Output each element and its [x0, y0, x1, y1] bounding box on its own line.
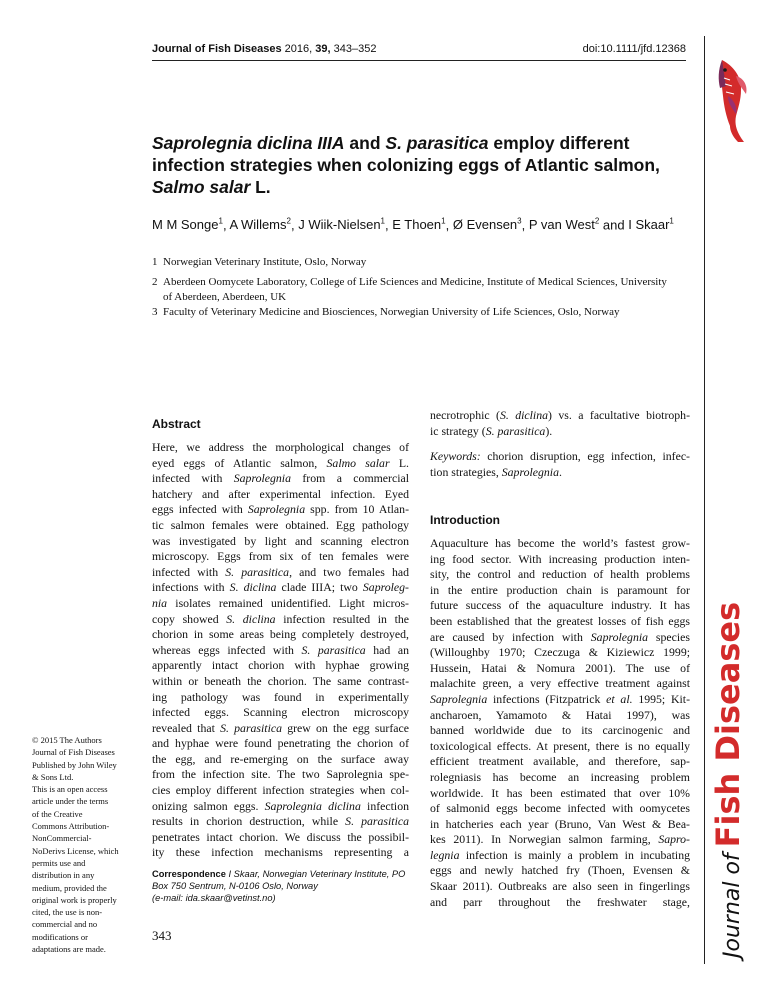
author: [529, 217, 599, 232]
text-line: malachite green, a very effective treatment against: [430, 676, 690, 691]
author-name: A Willems: [229, 217, 287, 233]
author-affiliation-marker: 3: [517, 217, 522, 226]
journal-of-label: Journal of: [720, 853, 745, 958]
text-line: results in chorion destruction, while S. parasitica: [152, 814, 409, 829]
running-header-citation: [152, 43, 376, 55]
introduction-text: [430, 536, 690, 910]
text-line: infections with S. diclina clade IIIA; two Saproleg-: [152, 580, 409, 595]
text-line: chorion in some areas being completely destroyed,: [152, 627, 409, 642]
text-line: of salmonid eggs become infected with oomycetes: [430, 801, 690, 816]
journal-name: Journal of Fish Diseases: [152, 43, 282, 55]
license-line: © 2015 The Authors: [32, 735, 102, 745]
affiliation: [152, 275, 672, 305]
abstract-continuation: [430, 408, 690, 439]
text-line: microscopy. Eggs from six of ten females were: [152, 549, 409, 564]
text-line: future success of the aquaculture industry. It has: [430, 598, 690, 613]
affiliation-line: [152, 305, 672, 320]
correspondence-line: Correspondence I Skaar, Norwegian Veterinary Institute, PO: [152, 869, 406, 879]
text-line: Hussein, Hatai & Nomura 2001). The use of: [430, 660, 690, 675]
text-line: cies employ different infection strategies when col-: [152, 783, 409, 798]
sidebar-rule: [704, 36, 705, 964]
correspondence-line: (e-mail: ida.skaar@vetinst.no): [152, 893, 276, 904]
title-segment: S. parasitica: [385, 133, 489, 153]
author-name: I Skaar: [628, 217, 670, 233]
correspondence-block: [152, 868, 414, 905]
correspondence-label: Correspondence: [152, 869, 226, 879]
author: [453, 217, 522, 232]
text-line: and parr throughout the freshwater stage,: [430, 894, 690, 909]
text-line: infected with Saprolegnia from a commercial: [152, 471, 409, 486]
text-line: ing food sector. With increasing production inten-: [430, 551, 690, 566]
text-line: sity, the control and reduction of health problems: [430, 567, 690, 582]
text-line: apparently intact chorion with hyphae growing: [152, 658, 409, 673]
affiliation: [152, 305, 672, 320]
license-line: medium, provided the: [32, 882, 107, 893]
journal-volume: 39,: [315, 43, 331, 55]
article-title: [152, 132, 692, 198]
text-line: infected eggs. Scanning electron microscopy: [152, 705, 409, 720]
correspondence-line: Box 750 Sentrum, N-0106 Oslo, Norway: [152, 881, 318, 892]
license-line: permits use and: [32, 857, 86, 868]
license-line: & Sons Ltd.: [32, 771, 74, 782]
license-line: Journal of Fish Diseases: [32, 747, 115, 758]
text-line: banned worldwide due to its carcinogenic and: [430, 723, 690, 738]
license-line: modifications or: [32, 931, 88, 942]
license-line: article under the terms: [32, 796, 109, 807]
affiliation-number: 2: [152, 276, 158, 288]
text-line: in hatcheries each year (Bruno, Van West & Bea-: [430, 816, 690, 831]
affiliation-line: of Aberdeen, Aberdeen, UK: [163, 291, 287, 303]
author: [628, 217, 674, 232]
author-affiliation-marker: 2: [594, 217, 600, 226]
text-line: tic salmon females were obtained. Egg pathology: [152, 517, 409, 532]
text-line: legnia infection is mainly a problem in incubating: [430, 847, 690, 862]
text-line: within or beneath the chorion. The same contrast-: [152, 673, 409, 688]
affiliation-text: Aberdeen Oomycete Laboratory, College of Life Sciences and Medicine, Institute of Medical Sciences, University: [163, 276, 667, 288]
author-name: P van West: [528, 217, 595, 233]
fish-diseases-label: Fish Diseases: [709, 601, 747, 848]
header-rule: [152, 60, 686, 61]
journal-year: 2016,: [284, 43, 313, 55]
text-line: rolegniasis has become an increasing problem: [430, 769, 690, 784]
text-line: kes 2011). In Norwegian salmon farming, Sapro-: [430, 832, 690, 847]
license-line: Commons Attribution-: [32, 821, 110, 832]
author-name: E Thoen: [392, 217, 442, 233]
text-line: hatchery and after experimental infection. Eyed: [152, 486, 409, 501]
text-line: eyed eggs of Atlantic salmon, Salmo salar L.: [152, 455, 410, 470]
license-line: of the Creative: [32, 808, 83, 819]
journal-pages: 343–352: [333, 43, 377, 55]
doi-link[interactable]: doi:10.1111/jfd.12368: [582, 43, 686, 55]
text-line: Saprolegnia infections (Fitzpatrick et al. 1995; Kit-: [430, 691, 690, 706]
text-line: eggs and newly hatched fry (Thoen, Evensen &: [430, 863, 690, 878]
affiliation-text: Norwegian Veterinary Institute, Oslo, Norway: [163, 256, 367, 268]
author: [152, 217, 223, 232]
text-line: efficient treatment available, and therefore, sap-: [430, 754, 690, 769]
text-line: ancharoen, Yamamoto & Hatai 1997), was: [430, 707, 690, 722]
affiliation-number: 3: [152, 306, 158, 318]
author-name: M M Songe: [152, 217, 219, 233]
text-line: in the entire production chain is paramount for: [430, 582, 690, 597]
author: [298, 217, 385, 232]
text-line: nia isolates remained unidentified. Light micros-: [152, 595, 409, 610]
license-line: This is an open access: [32, 784, 108, 795]
text-line: and hyphae were found penetrating the chorion of: [152, 736, 409, 751]
text-line: from the infection site. The two Saprolegnia spe-: [152, 767, 409, 782]
text-line: been established that the greatest losses of fish eggs: [430, 613, 690, 628]
text-line: revealed that S. parasitica grew on the egg surface: [152, 720, 409, 735]
text-line: infected with S. parasitica, and two females had: [152, 564, 409, 579]
title-segment: Salmo salar: [152, 177, 251, 197]
text-line: Aquaculture has become the world’s fastest grow-: [430, 536, 690, 550]
author-list: M M Songe$^1$, A Willems$^2$, J Wiik-Nielsen$^1$, E Thoen$^1$, Ø Evensen$^3$, P van West$^2$ and I Skaar$^1$: [152, 217, 674, 233]
text-line: ing pathology was found in experimentally: [152, 689, 409, 704]
license-line: distribution in any: [32, 870, 95, 881]
author-affiliation-marker: 1: [380, 217, 385, 226]
journal-vertical-title: [706, 602, 750, 958]
text-line: the egg, and re-emerging on the surface away: [152, 751, 409, 766]
author-affiliation-marker: 1: [669, 217, 674, 226]
author-affiliation-marker: 2: [286, 217, 291, 226]
text-line: penetrates intact chorion. We discuss the possibil-: [152, 829, 409, 844]
text-line: was investigated by light and scanning electron: [152, 533, 409, 548]
fish-logo-icon: [708, 56, 754, 146]
text-line: onizing salmon eggs. Saprolegnia diclina infection: [152, 798, 409, 813]
text-line: necrotrophic (S. diclina) vs. a facultative biotroph-: [430, 408, 690, 422]
text-line: toxicological effects. At present, there is no equally: [430, 738, 690, 753]
title-segment: and: [344, 133, 386, 153]
author-name: Ø Evensen: [452, 217, 518, 233]
license-line: commercial and no: [32, 919, 98, 930]
text-line: ity these infection mechanisms representing a: [152, 845, 409, 860]
introduction-heading: Introduction: [430, 513, 500, 527]
affiliation-number: 1: [152, 256, 158, 268]
author-affiliation-marker: 1: [218, 217, 223, 226]
text-line: copy showed S. diclina infection resulted in the: [152, 611, 409, 626]
affiliation-line: [152, 275, 672, 290]
affiliation: [152, 255, 672, 270]
author: [229, 217, 291, 232]
text-line: ic strategy (S. parasitica).: [430, 423, 553, 438]
author-name: J Wiik-Nielsen: [298, 217, 381, 233]
affiliation-text: Faculty of Veterinary Medicine and Biosciences, Norwegian University of Life Sciences, Oslo, Norway: [163, 306, 620, 318]
license-line: original work is properly: [32, 894, 117, 905]
title-segment: employ different infection strategies when colonizing eggs of Atlantic salmon,: [152, 133, 660, 175]
abstract-heading: Abstract: [152, 417, 201, 431]
license-line: cited, the use is non-: [32, 907, 103, 918]
author-affiliation-marker: 1: [441, 217, 446, 226]
text-line: eggs infected with Saprolegnia spp. from 10 Atlan-: [152, 502, 409, 517]
license-line: NoDerivs License, which: [32, 845, 119, 856]
license-line: NonCommercial-: [32, 833, 92, 844]
license-line: Published by John Wiley: [32, 759, 117, 770]
text-line: Here, we address the morphological changes of: [152, 440, 409, 454]
text-line: are caused by infection with Saprolegnia species: [430, 629, 690, 644]
text-line: worldwide. It has been estimated that over 10%: [430, 785, 690, 800]
affiliation-line: [152, 255, 672, 270]
keywords: [430, 449, 690, 480]
text-line: Skaar 2011). Outbreaks are also seen in fingerlings: [430, 879, 690, 894]
title-segment: L.: [250, 177, 271, 197]
abstract-text: [152, 440, 409, 861]
text-line: (Willoughby 1970; Czeczuga & Kiziewicz 1999;: [430, 645, 690, 660]
title-segment: Saprolegnia diclina IIIA: [152, 133, 345, 153]
text-line: Keywords: chorion disruption, egg infection, infec-: [430, 449, 690, 463]
page-number: 343: [152, 928, 172, 943]
license-line: adaptations are made.: [32, 944, 106, 955]
license-notice: [32, 734, 142, 955]
author: [392, 217, 445, 232]
text-line: tion strategies, Saprolegnia.: [430, 464, 562, 479]
text-line: whereas eggs infected with S. parasitica had an: [152, 642, 409, 657]
